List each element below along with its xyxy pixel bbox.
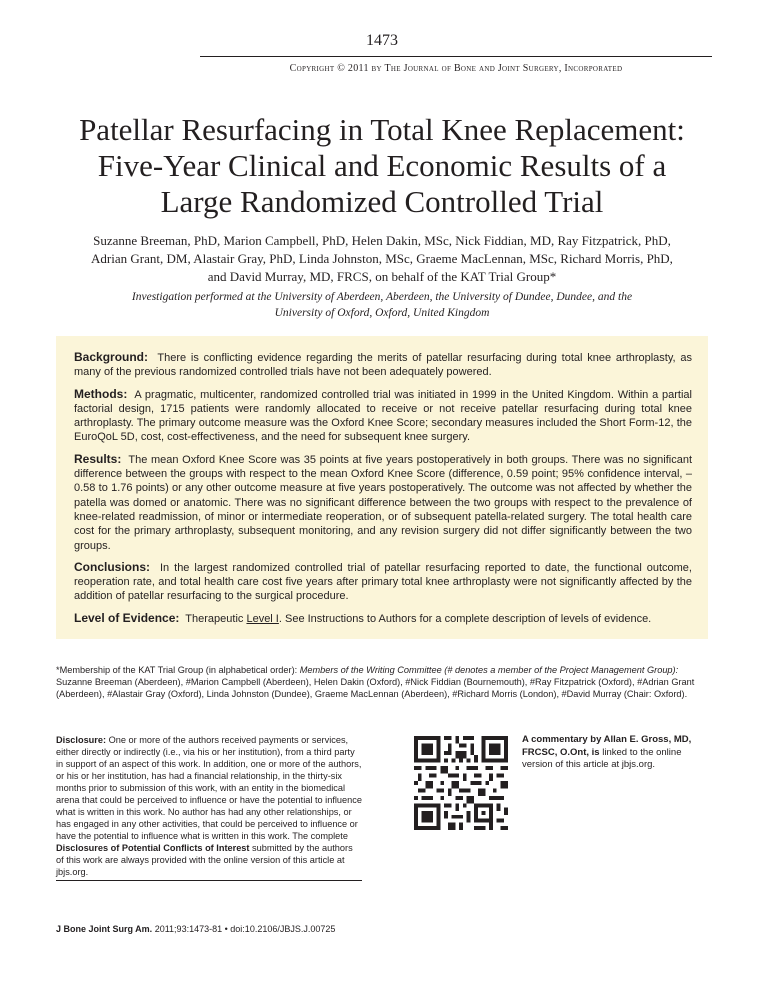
journal-abbrev: J Bone Joint Surg Am. <box>56 924 153 934</box>
commentary-author: A commentary by Allan E. Gross, MD, FRCSC, O.Ont, <box>522 734 692 758</box>
abstract-methods <box>74 387 692 445</box>
disclosure-label: Disclosure: <box>56 735 107 745</box>
abstract-box <box>56 336 708 639</box>
citation-line <box>56 924 335 934</box>
abstract-level <box>74 611 692 626</box>
qr-code-icon[interactable] <box>414 736 508 830</box>
commentary-is: is <box>591 746 600 758</box>
commentary-text: linked to the online version of this article at jbjs.org. <box>522 746 682 770</box>
background-label: Background: <box>74 350 149 364</box>
level-label: Level of Evidence: <box>74 610 180 625</box>
methods-label: Methods: <box>74 386 128 401</box>
background-text: There is conflicting evidence regarding the merits of patellar resurfacing during total knee arthroplasty, as many of the previous randomized controlled trials have not been adequately powered. <box>74 352 692 379</box>
disclosure-text: One or more of the authors received payments or services, either directly or indirectly (i.e., via his or her institution), from a third party in support of an aspect of this work. In addition, one or more of the authors, or his or her institution, has had a financial relationship, in the thirty-six months prior to submission of this work, with an entity in the biomedical arena that could be perceived to influence or have the potential to influence what is written in this work. No author has had any other relationships, or has engaged in any other activities, that could be perceived to influence or have the potential to influence what is written in this work. The complete <box>56 735 362 841</box>
disclosures-link[interactable]: Disclosures of Potential Conflicts of Interest <box>56 843 250 853</box>
author-list: Suzanne Breeman, PhD, Marion Campbell, PhD, Helen Dakin, MSc, Nick Fiddian, MD, Ray Fitzpatrick, PhD, Adrian Grant, DM, Alastair Gray, PhD, Linda Johnston, MSc, Graeme MacLennan, MSc, Richard Morris, PhD, and David Murray, MD, FRCS, on behalf of the KAT Trial Group* <box>91 233 673 284</box>
disclosure-text-end: submitted by the authors of this work are always provided with the online version of this article at jbjs.org. <box>56 843 353 877</box>
level-prefix: Therapeutic <box>185 612 244 625</box>
institution-note: Investigation performed at the University of Aberdeen, Aberdeen, the University of Dundee, Dundee, and the University of Oxford, Oxford, United Kingdom <box>131 291 633 319</box>
article-title: Patellar Resurfacing in Total Knee Replacement: Five-Year Clinical and Economic Results of a Large Randomized Controlled Trial <box>79 112 685 219</box>
level-suffix: . See Instructions to Authors for a complete description of levels of evidence. <box>278 612 652 625</box>
commentary-note <box>522 734 712 772</box>
level-of-evidence-link[interactable]: Level I <box>246 612 279 625</box>
kat-membership-note <box>56 664 708 700</box>
kat-members: Suzanne Breeman (Aberdeen), #Marion Campbell (Aberdeen), Helen Dakin (Oxford), #Nick Fiddian (Bournemouth), #Ray Fitzpatrick (Oxford), #Adrian Grant (Aberdeen), #Alastair Gray (Oxford), Linda Johnston (Dundee), Graeme MacLennan (Aberdeen), #Richard Morris (London), #David Murray (Chair: Oxford). <box>56 677 695 699</box>
abstract-conclusions <box>74 560 692 604</box>
disclosure-rule <box>56 880 362 881</box>
abstract-results <box>74 452 692 553</box>
kat-intro: *Membership of the KAT Trial Group (in alphabetical order): <box>56 665 298 675</box>
page-number: 1473 <box>366 32 398 49</box>
copyright-line: Copyright © 2011 by The Journal of Bone and Joint Surgery, Incorporated <box>289 63 623 74</box>
header-rule <box>200 56 712 57</box>
citation-doi[interactable]: doi:10.2106/JBJS.J.00725 <box>230 924 336 934</box>
disclosure-note <box>56 734 362 878</box>
citation-ref: 2011;93:1473-81 <box>154 924 223 934</box>
conclusions-label: Conclusions: <box>74 559 151 574</box>
results-text: The mean Oxford Knee Score was 35 points at five years postoperatively in both groups. There was no significant difference between the groups with respect to the mean Oxford Knee Score (difference, 0.59 point; 95% confidence interval, –0.58 to 1.76 points) or any other outcome measure at five years postoperatively. The outcome was not affected by whether the patella was domed or anatomic. There was no significant difference between the two groups with respect to the prevalence of knee-related readmission, of minor or intermediate reoperation, or of subsequent patella-related surgery. The total health care cost for the primary arthroplasty, subsequent monitoring, and any revision surgery did not differ significantly between the two groups. <box>74 453 692 552</box>
citation-bullet: • <box>224 924 228 934</box>
abstract-background <box>74 350 692 380</box>
methods-text: A pragmatic, multicenter, randomized controlled trial was initiated in 1999 in the United Kingdom. Within a partial factorial design, 1715 patients were randomly allocated to receive or not receive patellar resurfacing during total knee arthroplasty. The primary outcome measure was the Oxford Knee Score; secondary measures included the Short Form-12, the EuroQoL 5D, cost, cost-effectiveness, and the need for subsequent knee surgery. <box>74 388 692 444</box>
conclusions-text: In the largest randomized controlled trial of patellar resurfacing reported to date, the functional outcome, reoperation rate, and total health care cost five years after primary total knee arthroplasty were not significantly affected by the addition of patellar resurfacing to the surgical procedure. <box>74 561 692 603</box>
results-label: Results: <box>74 451 122 466</box>
kat-committee: Members of the Writing Committee (# denotes a member of the Project Management Group): <box>299 665 679 675</box>
